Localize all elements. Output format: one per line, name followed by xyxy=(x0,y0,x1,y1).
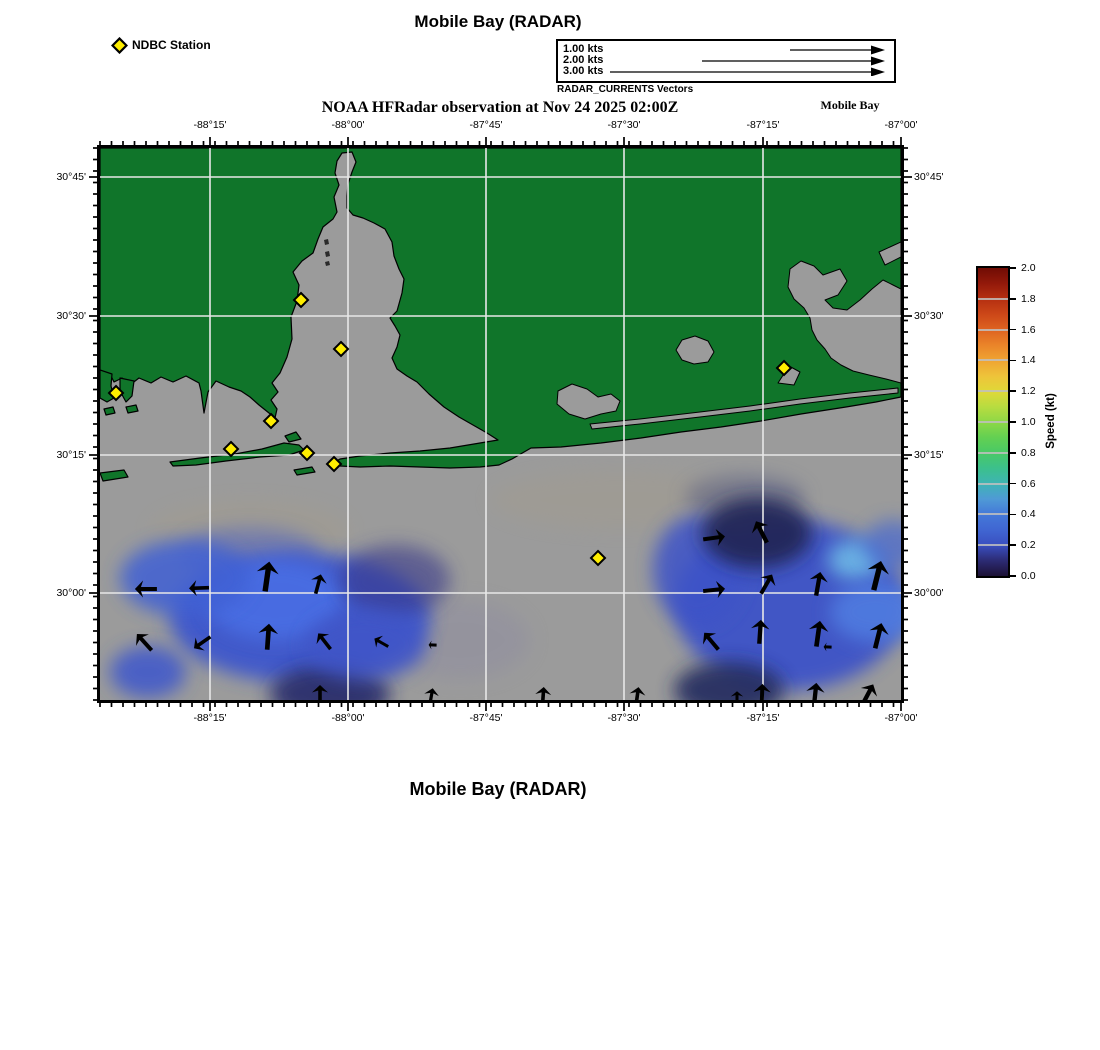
observation-title: NOAA HFRadar observation at Nov 24 2025 02:00Z xyxy=(321,99,679,116)
vector-scale-arrows xyxy=(558,41,889,76)
colorbar-tick-stub xyxy=(1010,329,1016,331)
colorbar-tick-stub xyxy=(1010,483,1016,485)
colorbar-tick-label: 0.0 xyxy=(1021,570,1036,582)
speed-blob xyxy=(340,545,450,615)
ndbc-station-legend-label: NDBC Station xyxy=(132,38,211,52)
lon-tick-label-top: -87°30' xyxy=(607,119,641,131)
colorbar-tick-line xyxy=(978,390,1008,392)
lat-tick-label-left: 30°45' xyxy=(56,171,86,183)
lon-tick-label-bottom: -87°15' xyxy=(746,712,780,724)
colorbar-tick-line xyxy=(978,513,1008,515)
vector-legend-caption: RADAR_CURRENTS Vectors xyxy=(557,84,694,95)
colorbar-tick-line xyxy=(978,298,1008,300)
colorbar-tick-label: 0.8 xyxy=(1021,446,1036,459)
map-area xyxy=(100,148,901,700)
speed-colorbar xyxy=(976,266,1010,578)
colorbar-tick-stub xyxy=(1010,390,1016,392)
lon-tick-label-bottom: -88°15' xyxy=(193,712,227,724)
colorbar-tick-label: 1.4 xyxy=(1021,354,1036,367)
colorbar-tick-line xyxy=(978,544,1008,546)
lat-tick-label-right: 30°00' xyxy=(914,587,944,599)
colorbar-tick-label: 0.6 xyxy=(1021,477,1036,490)
marsh-islet-b xyxy=(126,405,138,413)
vector-scale-arrowhead xyxy=(871,46,885,55)
vector-scale-legend-box xyxy=(556,39,896,83)
colorbar-tick-label: 2.0 xyxy=(1021,262,1036,274)
colorbar-tick-stub xyxy=(1010,452,1016,454)
colorbar-tick-line xyxy=(978,421,1008,423)
lon-tick-label-bottom: -87°45' xyxy=(469,712,503,724)
lat-tick-label-left: 30°15' xyxy=(56,449,86,461)
colorbar-tick-label: 0.4 xyxy=(1021,508,1036,521)
colorbar-tick-label: 0.2 xyxy=(1021,539,1036,552)
colorbar-tick-stub xyxy=(1010,421,1016,423)
marsh-islet-a xyxy=(104,407,115,415)
vector-scale-arrowhead xyxy=(871,68,885,77)
vector-scale-row-label: 1.00 kts xyxy=(563,43,604,55)
colorbar-tick-label: 1.8 xyxy=(1021,292,1036,305)
colorbar-tick-label: 1.2 xyxy=(1021,385,1036,398)
colorbar-tick-stub xyxy=(1010,544,1016,546)
ndbc-station-diamond-icon xyxy=(111,37,128,54)
colorbar-tick-stub xyxy=(1010,575,1016,577)
lat-tick-label-left: 30°30' xyxy=(56,310,86,322)
lon-tick-label-top: -88°00' xyxy=(331,119,365,131)
lon-tick-label-bottom: -87°30' xyxy=(607,712,641,724)
speed-blob xyxy=(110,646,186,698)
colorbar-tick-line xyxy=(978,359,1008,361)
lon-tick-label-bottom: -87°00' xyxy=(884,712,918,724)
lon-tick-label-bottom: -88°00' xyxy=(331,712,365,724)
lon-tick-label-top: -87°15' xyxy=(746,119,780,131)
plot-top-title: Mobile Bay (RADAR) xyxy=(414,12,582,31)
colorbar-tick-stub xyxy=(1010,360,1016,362)
plot-bottom-title: Mobile Bay (RADAR) xyxy=(409,779,587,799)
colorbar-tick-line xyxy=(978,452,1008,454)
colorbar-tick-line xyxy=(978,483,1008,485)
colorbar-tick-label: 1.6 xyxy=(1021,323,1036,336)
speed-blob xyxy=(305,610,425,680)
vector-scale-row-label: 2.00 kts xyxy=(563,54,604,66)
colorbar-tick-stub xyxy=(1010,298,1016,300)
colorbar-tick-stub xyxy=(1010,267,1016,269)
colorbar-tick-label: 1.0 xyxy=(1021,416,1036,428)
colorbar-axis-label: Speed (kt) xyxy=(1045,393,1057,449)
colorbar-tick-stub xyxy=(1010,514,1016,516)
lon-tick-label-top: -87°45' xyxy=(469,119,503,131)
region-label: Mobile Bay xyxy=(820,98,880,112)
lon-tick-label-top: -88°15' xyxy=(193,119,227,131)
lat-tick-label-left: 30°00' xyxy=(56,587,86,599)
vector-scale-arrowhead xyxy=(871,57,885,66)
lat-tick-label-right: 30°45' xyxy=(914,171,944,183)
lat-tick-label-right: 30°30' xyxy=(914,310,944,322)
vector-scale-row-label: 3.00 kts xyxy=(563,65,604,77)
speed-blob xyxy=(120,540,250,616)
lat-tick-label-right: 30°15' xyxy=(914,449,944,461)
ndbc-station-legend xyxy=(111,36,211,54)
colorbar-tick-line xyxy=(978,329,1008,331)
lon-tick-label-top: -87°00' xyxy=(884,119,918,131)
